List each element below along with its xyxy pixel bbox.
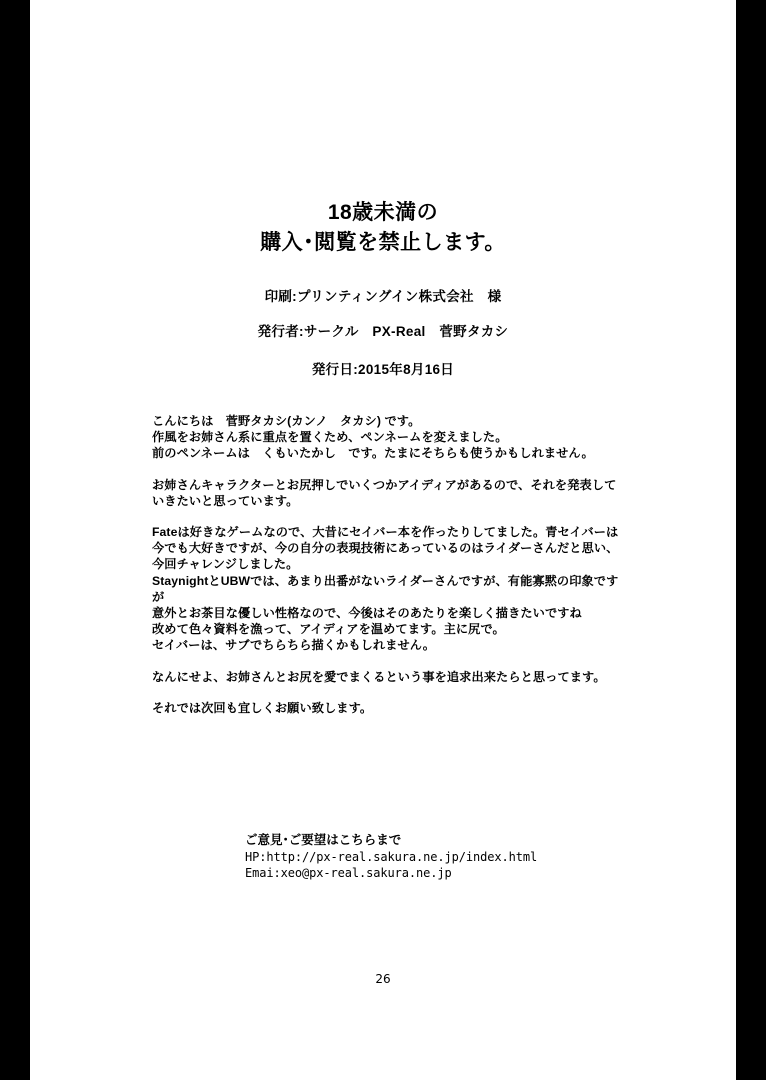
page-content	[30, 0, 736, 1080]
contact-email-address[interactable]: Emai:xeo@px-real.sakura.ne.jp	[245, 866, 452, 880]
afterword-line: 今回チャレンジしました。	[152, 557, 299, 572]
afterword-line: StaynightとUBWでは、あまり出番がないライダーさんですが、有能寡黙の印象ですが	[152, 573, 619, 604]
page-number: 26	[375, 972, 391, 986]
afterword-line: セイバーは、サブでちらちら描くかもしれません。	[152, 638, 436, 653]
afterword-line: 意外とお茶目な優しい性格なので、今後はそのあたりを楽しく描きたいですね	[152, 606, 582, 621]
afterword-paragraph-3	[152, 524, 622, 654]
afterword-line: 作風をお姉さん系に重点を置くため、ペンネームを変えました。	[152, 430, 508, 445]
afterword-paragraph-2	[152, 477, 622, 509]
afterword-line: それでは次回も宜しくお願い致します。	[152, 700, 373, 715]
contact-homepage-url[interactable]: HP:http://px-real.sakura.ne.jp/index.html	[245, 849, 538, 864]
afterword-paragraph-5	[152, 700, 622, 716]
afterword-line: こんにちは 菅野タカシ(カンノ タカシ) です。	[152, 414, 421, 428]
credit-publisher: 発行者:サークル PX-Real 菅野タカシ	[257, 324, 509, 339]
afterword-line: 今でも大好きですが、今の自分の表現技術にあっているのはライダーさんだと思い、	[152, 541, 619, 556]
afterword-line: お姉さんキャラクターとお尻押しでいくつかアイディアがあるので、それを発表して	[152, 477, 617, 492]
afterword-line: Fateは好きなゲームなので、大昔にセイバー本を作ったりしてました。青セイバーは	[152, 525, 619, 540]
credit-publication-date: 発行日:2015年8月16日	[311, 362, 455, 377]
afterword-paragraph-4	[152, 669, 622, 685]
credit-printer: 印刷:プリンティングイン株式会社 様	[264, 289, 502, 304]
afterword-text	[152, 413, 622, 716]
afterword-line: 前のペンネームは くもいたかし です。たまにそちらも使うかもしれません。	[152, 446, 594, 461]
afterword-paragraph-1	[152, 413, 622, 462]
contact-block	[245, 832, 705, 882]
afterword-line: なんにせよ、お姉さんとお尻を愛でまくるという事を追求出来たらと思ってます。	[152, 669, 606, 684]
notice-line-1: 18歳未満の	[327, 201, 439, 224]
afterword-line: いきたいと思っています。	[152, 493, 299, 508]
afterword-line: 改めて色々資料を漁って、アイディアを温めてます。主に尻で。	[152, 622, 505, 637]
age-restriction-notice	[30, 198, 736, 258]
document-page	[30, 0, 736, 1080]
notice-line-2: 購入･閲覧を禁止します。	[260, 231, 506, 254]
contact-heading: ご意見･ご要望はこちらまで	[245, 833, 402, 847]
